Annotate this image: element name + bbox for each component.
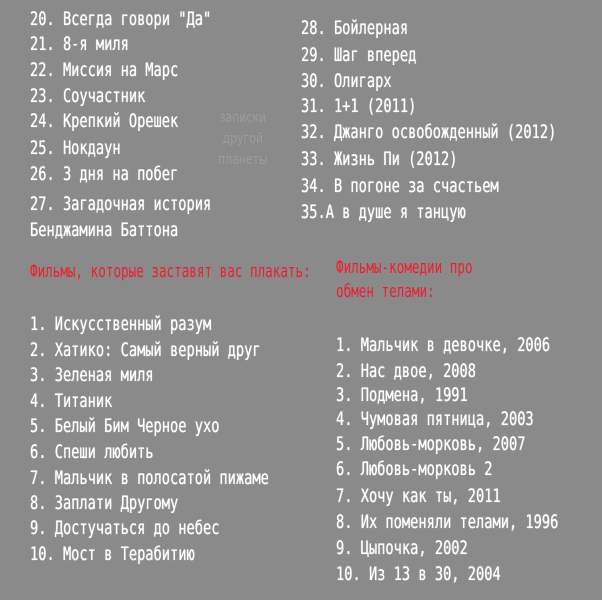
list-item: 30. Олигарх xyxy=(301,70,392,92)
list-item: 5. Белый Бим Черное ухо xyxy=(30,415,220,437)
list-item: 3. Зеленая миля xyxy=(30,364,154,386)
section-heading-cry: Фильмы, которые заставят вас плакать: xyxy=(30,261,311,282)
list-item: 1. Мальчик в девочке, 2006 xyxy=(336,334,551,356)
section-heading-swap-line2: обмен телами: xyxy=(336,281,435,302)
list-item: 4. Титаник xyxy=(30,390,113,412)
list-item: 23. Соучастник xyxy=(30,85,146,107)
list-item: 24. Крепкий Орешек xyxy=(30,110,179,132)
list-item: 9. Цыпочка, 2002 xyxy=(336,537,468,559)
list-item: 4. Чумовая пятница, 2003 xyxy=(336,408,534,430)
list-item: 34. В погоне за счастьем xyxy=(301,175,499,197)
list-item: 33. Жизнь Пи (2012) xyxy=(301,148,458,170)
list-item: 8. Заплати Другому xyxy=(30,492,179,514)
list-item: 29. Шаг вперед xyxy=(301,44,417,66)
watermark-line: другой xyxy=(222,131,264,147)
list-item: 7. Хочу как ты, 2011 xyxy=(336,485,501,507)
list-item: 22. Миссия на Марс xyxy=(30,59,179,81)
list-item: 6. Спеши любить xyxy=(30,441,154,463)
list-item: 2. Хатико: Самый верный друг xyxy=(30,339,261,361)
section-heading-swap-line1: Фильмы-комедии про xyxy=(336,257,473,278)
list-item: 26. 3 дня на побег xyxy=(30,163,179,185)
list-item: 31. 1+1 (2011) xyxy=(301,95,417,117)
watermark-line: планеты xyxy=(218,152,268,168)
list-item: 28. Бойлерная xyxy=(301,17,409,39)
list-item: 10. Из 13 в 30, 2004 xyxy=(336,563,501,585)
list-item: 25. Нокдаун xyxy=(30,137,121,159)
list-item: 21. 8-я миля xyxy=(30,33,129,55)
list-item: 2. Нас двое, 2008 xyxy=(336,360,477,382)
list-item: 27. Загадочная история xyxy=(30,193,212,215)
list-item: 7. Мальчик в полосатой пижаме xyxy=(30,467,269,489)
list-item: 8. Их поменяли телами, 1996 xyxy=(336,511,559,533)
list-item: 10. Мост в Терабитию xyxy=(30,543,195,565)
list-item: 9. Достучаться до небес xyxy=(30,517,220,539)
list-item: 35.А в душе я танцую xyxy=(301,201,466,223)
list-item: 32. Джанго освобожденный (2012) xyxy=(301,121,557,143)
list-item: 6. Любовь-морковь 2 xyxy=(336,458,493,480)
watermark-line: записки xyxy=(219,110,267,126)
list-item: 3. Подмена, 1991 xyxy=(336,384,468,406)
list-item: 1. Искусственный разум xyxy=(30,313,212,335)
list-item: 5. Любовь-морковь, 2007 xyxy=(336,433,526,455)
watermark xyxy=(218,108,268,171)
list-item: Бенджамина Баттона xyxy=(30,219,179,241)
list-item: 20. Всегда говори "Да" xyxy=(30,8,212,30)
